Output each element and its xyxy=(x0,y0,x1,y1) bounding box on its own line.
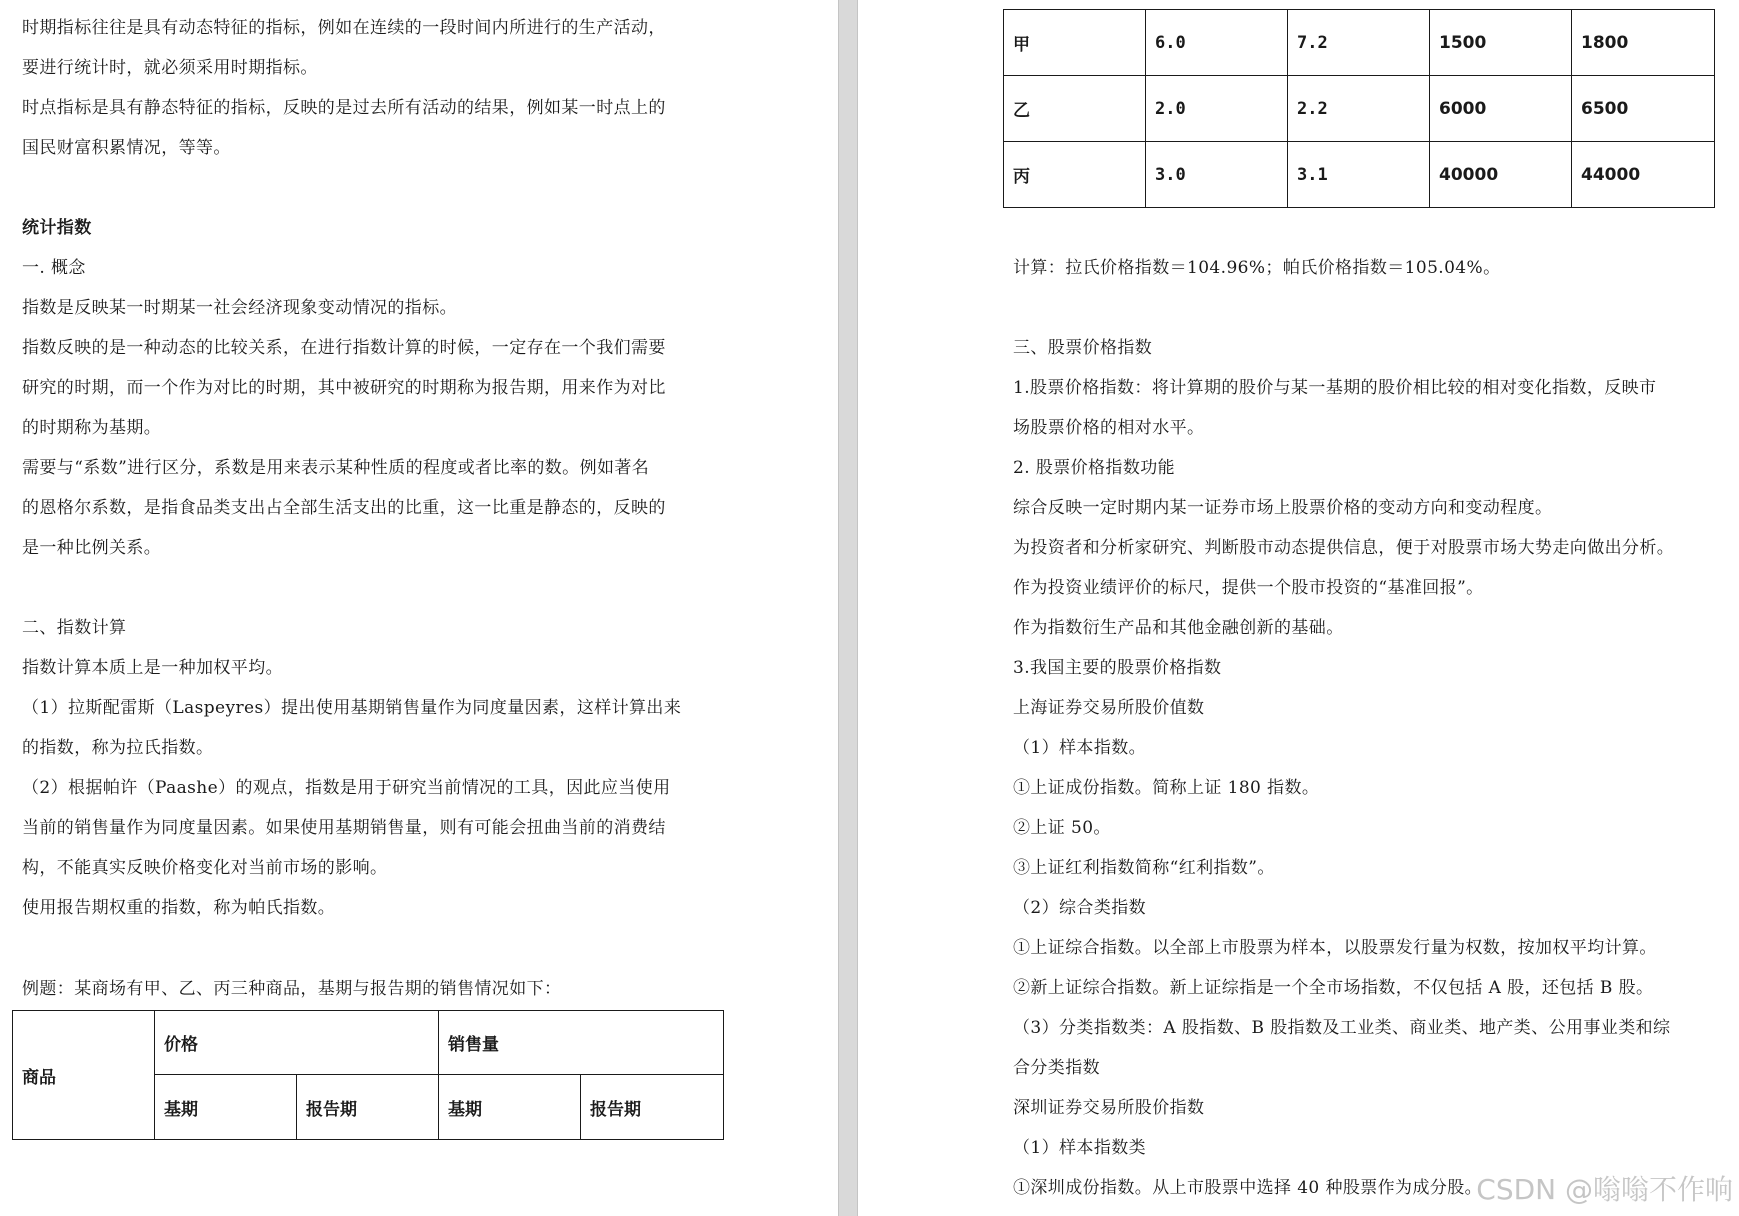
paragraph-line: 例题：某商场有甲、乙、丙三种商品，基期与报告期的销售情况如下： xyxy=(22,979,562,999)
table-cell: 6500 xyxy=(1572,76,1715,142)
table-cell: 7.2 xyxy=(1288,10,1430,76)
table-cell: 6.0 xyxy=(1146,10,1288,76)
paragraph-line: 国民财富积累情况，等等。 xyxy=(22,138,231,158)
paragraph-line: 时期指标往往是具有动态特征的指标，例如在连续的一段时间内所进行的生产活动， xyxy=(22,18,666,38)
paragraph-line: 综合反映一定时期内某一证券市场上股票价格的变动方向和变动程度。 xyxy=(1013,498,1553,518)
subsection-heading: 三、股票价格指数 xyxy=(1013,338,1153,358)
table-cell: 3.1 xyxy=(1288,142,1430,208)
paragraph-line: 作为指数衍生产品和其他金融创新的基础。 xyxy=(1013,618,1344,638)
paragraph-line: 指数反映的是一种动态的比较关系，在进行指数计算的时候，一定存在一个我们需要 xyxy=(22,338,666,358)
sales-table-body xyxy=(1003,9,1715,208)
paragraph-line: 指数是反映某一时期某一社会经济现象变动情况的指标。 xyxy=(22,298,457,318)
table-header-item: 商品 xyxy=(13,1011,155,1140)
paragraph-line: ②上证 50。 xyxy=(1013,818,1111,838)
paragraph-line: ①深圳成份指数。从上市股票中选择 40 种股票作为成分股。 xyxy=(1013,1178,1483,1198)
section-heading: 统计指数 xyxy=(22,218,92,238)
paragraph-line: 计算：拉氏价格指数＝104.96%；帕氏价格指数＝105.04%。 xyxy=(1013,258,1501,278)
paragraph-line: 深圳证券交易所股价指数 xyxy=(1013,1098,1205,1118)
table-cell: 3.0 xyxy=(1146,142,1288,208)
table-header-base-price: 基期 xyxy=(155,1075,297,1140)
sales-table-header xyxy=(12,1010,724,1140)
paragraph-line: （2）综合类指数 xyxy=(1013,898,1147,918)
paragraph-line: 上海证券交易所股价值数 xyxy=(1013,698,1205,718)
table-header-report-sales: 报告期 xyxy=(581,1075,724,1140)
paragraph-line: ③上证红利指数简称“红利指数”。 xyxy=(1013,858,1275,878)
table-cell: 1500 xyxy=(1430,10,1572,76)
paragraph-line: 使用报告期权重的指数，称为帕氏指数。 xyxy=(22,898,336,918)
table-cell: 44000 xyxy=(1572,142,1715,208)
table-cell: 2.0 xyxy=(1146,76,1288,142)
paragraph-line: ②新上证综合指数。新上证综指是一个全市场指数，不仅包括 A 股，还包括 B 股。 xyxy=(1013,978,1654,998)
table-cell-item: 乙 xyxy=(1004,76,1146,142)
paragraph-line: 作为投资业绩评价的标尺，提供一个股市投资的“基准回报”。 xyxy=(1013,578,1484,598)
table-header-price: 价格 xyxy=(155,1011,439,1075)
subsection-heading: 二、指数计算 xyxy=(22,618,127,638)
paragraph-line: 需要与“系数”进行区分，系数是用来表示某种性质的程度或者比率的数。例如著名 xyxy=(22,458,650,478)
paragraph-line: 要进行统计时，就必须采用时期指标。 xyxy=(22,58,318,78)
paragraph-line: 是一种比例关系。 xyxy=(22,538,162,558)
table-cell: 2.2 xyxy=(1288,76,1430,142)
paragraph-line: （1）拉斯配雷斯（Laspeyres）提出使用基期销售量作为同度量因素，这样计算出来 xyxy=(22,698,682,718)
table-header-sales: 销售量 xyxy=(439,1011,724,1075)
table-row xyxy=(1004,10,1715,76)
document-page-right xyxy=(858,0,1739,1216)
paragraph-line: 场股票价格的相对水平。 xyxy=(1013,418,1205,438)
csdn-watermark: CSDN @嗡嗡不作响 xyxy=(1476,1173,1733,1206)
table-header-base-sales: 基期 xyxy=(439,1075,581,1140)
table-header-report-price: 报告期 xyxy=(297,1075,439,1140)
paragraph-line: 的恩格尔系数，是指食品类支出占全部生活支出的比重，这一比重是静态的，反映的 xyxy=(22,498,666,518)
paragraph-line: ①上证成份指数。简称上证 180 指数。 xyxy=(1013,778,1320,798)
paragraph-line: 2. 股票价格指数功能 xyxy=(1013,458,1176,478)
table-row xyxy=(1004,76,1715,142)
subsection-heading: 一. 概念 xyxy=(22,258,86,278)
table-cell-item: 甲 xyxy=(1004,10,1146,76)
table-row xyxy=(1004,142,1715,208)
paragraph-line: 的指数，称为拉氏指数。 xyxy=(22,738,214,758)
paragraph-line: 3.我国主要的股票价格指数 xyxy=(1013,658,1222,678)
paragraph-line: 构，不能真实反映价格变化对当前市场的影响。 xyxy=(22,858,388,878)
paragraph-line: （1）样本指数类 xyxy=(1013,1138,1147,1158)
paragraph-line: 合分类指数 xyxy=(1013,1058,1100,1078)
paragraph-line: 研究的时期，而一个作为对比的时期，其中被研究的时期称为报告期，用来作为对比 xyxy=(22,378,666,398)
paragraph-line: （2）根据帕许（Paashe）的观点，指数是用于研究当前情况的工具，因此应当使用 xyxy=(22,778,671,798)
table-cell: 6000 xyxy=(1430,76,1572,142)
table-cell: 1800 xyxy=(1572,10,1715,76)
paragraph-line: （1）样本指数。 xyxy=(1013,738,1147,758)
document-page-left xyxy=(0,0,838,1216)
paragraph-line: 指数计算本质上是一种加权平均。 xyxy=(22,658,283,678)
paragraph-line: 的时期称为基期。 xyxy=(22,418,162,438)
table-cell-item: 丙 xyxy=(1004,142,1146,208)
paragraph-line: 当前的销售量作为同度量因素。如果使用基期销售量，则有可能会扭曲当前的消费结 xyxy=(22,818,666,838)
paragraph-line: ①上证综合指数。以全部上市股票为样本，以股票发行量为权数，按加权平均计算。 xyxy=(1013,938,1657,958)
table-cell: 40000 xyxy=(1430,142,1572,208)
paragraph-line: 1.股票价格指数：将计算期的股价与某一基期的股价相比较的相对变化指数，反映市 xyxy=(1013,378,1657,398)
page-separator xyxy=(838,0,858,1216)
paragraph-line: 为投资者和分析家研究、判断股市动态提供信息，便于对股票市场大势走向做出分析。 xyxy=(1013,538,1675,558)
paragraph-line: 时点指标是具有静态特征的指标，反映的是过去所有活动的结果，例如某一时点上的 xyxy=(22,98,666,118)
paragraph-line: （3）分类指数类：A 股指数、B 股指数及工业类、商业类、地产类、公用事业类和综 xyxy=(1013,1018,1671,1038)
